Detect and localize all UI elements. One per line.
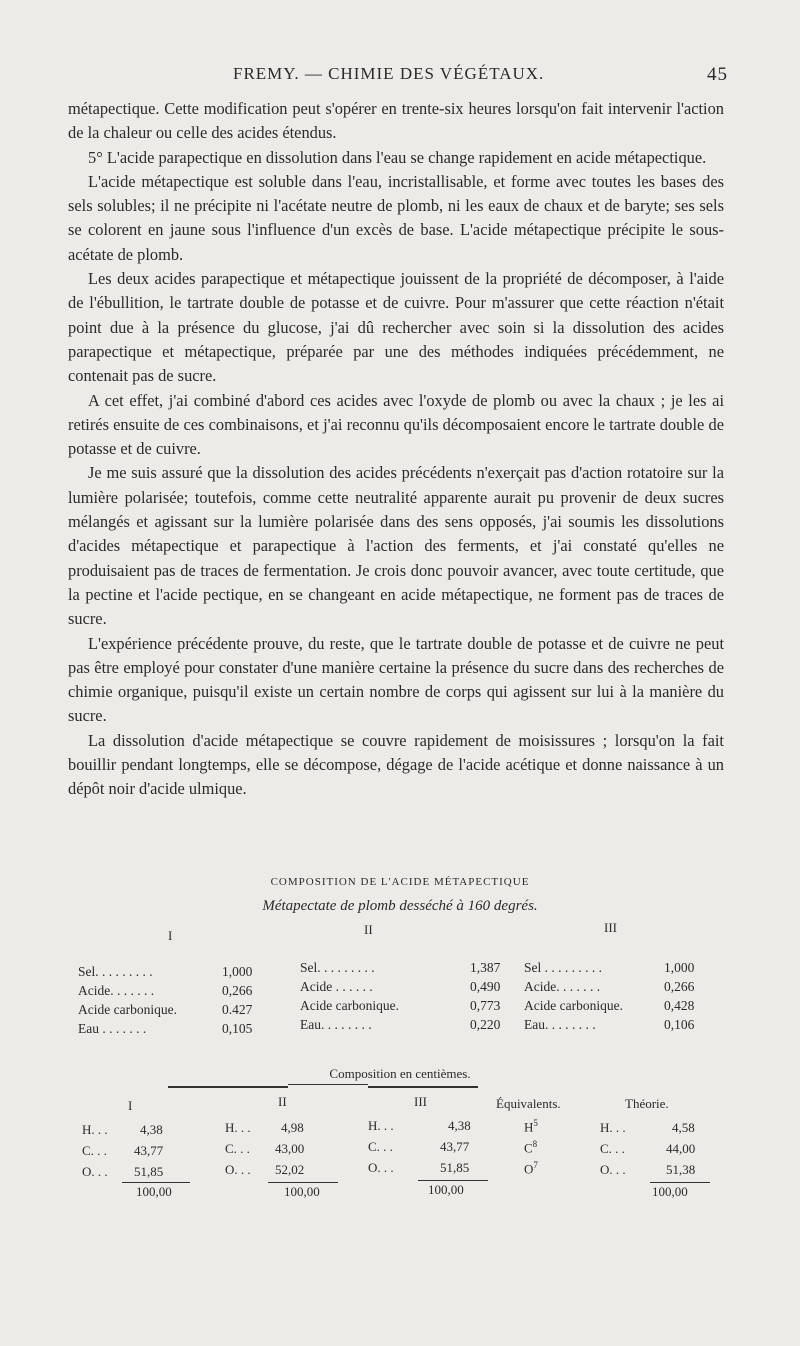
table-row — [78, 983, 278, 1002]
element-symbol: C. . . — [82, 1143, 107, 1158]
table-row — [78, 1021, 278, 1040]
table-row — [300, 960, 515, 979]
equivalents-group — [524, 1118, 564, 1181]
percent-value: 4,38 — [448, 1118, 471, 1133]
subscript-count: 5 — [533, 1118, 538, 1128]
paragraph: Je me suis assuré que la dissolution des acides précédents n'exerçait pas d'action rotatoire sur la lumière polarisée; toutefois, comme cette neutralité apparente aurait pu provenir de deux sucres mélangés et agissant sur la lumière polarisée dans des sens opposés, j'ai soumis les dissolutions d'acides métapectique et parapectique à l'action des ferments, et j'ai constaté qu'elles ne produisaient pas de traces de fermentation. Je crois donc pouvoir avancer, avec toute certitude, que la pectine et l'acide pectique, en se changeant en acide métapectique, ne forment pas de traces de sucre. — [68, 463, 724, 629]
element-symbol: O. . . — [600, 1162, 626, 1177]
element-symbol: H. . . — [368, 1118, 394, 1133]
row-value: 0,773 — [470, 998, 501, 1013]
divider-rule — [168, 1086, 288, 1088]
element-symbol: H. . . — [82, 1122, 108, 1137]
body-text — [68, 97, 724, 802]
row-value: 1,000 — [664, 960, 695, 975]
analysis-table-1 — [78, 964, 278, 1040]
paragraph: La dissolution d'acide métapectique se couvre rapidement de moisissures ; lorsqu'on la fait bouillir pendant longtemps, elle se décompose, dégage de l'acide acétique et donne naissance à un dépôt noir d'acide ulmique. — [68, 730, 724, 799]
subscript-count: 7 — [533, 1160, 538, 1170]
centiemes-title: Composition en centièmes. — [329, 1066, 471, 1081]
percent-value: 44,00 — [666, 1141, 696, 1156]
row-label: Eau. . . . . . . . — [300, 1017, 372, 1032]
composition-title: COMPOSITION DE L'ACIDE MÉTAPECTIQUE — [270, 876, 530, 888]
percent-group-3 — [368, 1118, 488, 1181]
paragraph: 5° L'acide parapectique en dissolution dans l'eau se change rapidement en acide métapectique. — [88, 147, 707, 167]
paragraph: A cet effet, j'ai combiné d'abord ces acides avec l'oxyde de plomb ou avec la chaux ; je les ai retirés ensuite de ces combinaisons, et j'ai reconnu qu'ils décomposaient encore le tartrate double de potasse et de cuivre. — [68, 390, 724, 459]
row-label: Sel . . . . . . . . . — [524, 960, 603, 975]
column-heading: II — [364, 922, 373, 937]
percent-value: 43,77 — [134, 1143, 164, 1158]
running-title: FREMY. — CHIMIE DES VÉGÉTAUX. — [233, 64, 545, 83]
percent-value: 4,98 — [281, 1120, 304, 1135]
element-symbol: C. . . — [225, 1141, 250, 1156]
sum-rule — [650, 1182, 710, 1183]
table-row — [300, 1017, 515, 1036]
row-value: 0,220 — [470, 1017, 501, 1032]
row-value: 0,266 — [664, 979, 695, 994]
row-value: 1,000 — [222, 964, 253, 979]
row-label: Sel. . . . . . . . . — [300, 960, 375, 975]
element-symbol: $O^7$ — [524, 1160, 538, 1177]
row-value: 0,106 — [664, 1017, 695, 1032]
percent-group-2 — [225, 1120, 335, 1183]
total-value: 100,00 — [136, 1184, 172, 1199]
percent-value: 52,02 — [275, 1162, 305, 1177]
percent-value: 51,38 — [666, 1162, 696, 1177]
element-symbol: O. . . — [368, 1160, 394, 1175]
total-value: 100,00 — [652, 1184, 688, 1199]
sum-rule — [122, 1182, 190, 1183]
group-heading: Théorie. — [625, 1096, 669, 1111]
row-value: 1,387 — [470, 960, 501, 975]
element-symbol: H. . . — [225, 1120, 251, 1135]
row-label: Acide carbonique. — [78, 1002, 177, 1017]
sum-rule — [268, 1182, 338, 1183]
paragraph: Les deux acides parapectique et métapectique jouissent de la propriété de décomposer, à l'aide de l'ébullition, le tartrate double de potasse et de cuivre. Pour m'assurer que cette réaction n'était point due à la présence du glucose, j'ai dû rechercher avec soin si la dissolution des acides parapectique et métapectique, préparée par une des méthodes indiquées précédemment, ne contenait pas de sucre. — [68, 269, 724, 386]
row-label: Eau. . . . . . . . — [524, 1017, 596, 1032]
analysis-table-2 — [300, 960, 515, 1036]
percent-value: 4,58 — [672, 1120, 695, 1135]
table-row — [524, 979, 724, 998]
paragraph: métapectique. Cette modification peut s'opérer en trente-six heures lorsqu'on fait intervenir l'action de la chaleur ou celle des acides étendus. — [68, 99, 724, 143]
page-number: 45 — [707, 64, 728, 85]
column-heading: I — [168, 928, 173, 943]
row-label: Sel. . . . . . . . . — [78, 964, 153, 979]
row-value: 0,428 — [664, 998, 695, 1013]
group-heading: III — [414, 1094, 427, 1109]
percent-value: 51,85 — [134, 1164, 164, 1179]
total-value: 100,00 — [284, 1184, 320, 1199]
element-symbol: O. . . — [225, 1162, 251, 1177]
row-label: Acide. . . . . . . — [78, 983, 155, 998]
group-heading: Équivalents. — [496, 1096, 561, 1111]
divider-rule — [368, 1086, 478, 1088]
element-symbol: C. . . — [368, 1139, 393, 1154]
row-label: Acide . . . . . . — [300, 979, 373, 994]
percent-value: 43,00 — [275, 1141, 305, 1156]
group-heading: I — [128, 1098, 133, 1113]
row-label: Acide. . . . . . . — [524, 979, 601, 994]
composition-subtitle: Métapectate de plomb desséché à 160 degrés. — [262, 898, 538, 914]
column-heading: III — [604, 920, 617, 935]
element-symbol: $C^8$ — [524, 1139, 538, 1156]
sum-rule — [418, 1180, 488, 1181]
table-row — [524, 998, 724, 1017]
divider-rule — [288, 1084, 368, 1085]
element-symbol: $H^5$ — [524, 1118, 538, 1135]
element-symbol: H. . . — [600, 1120, 626, 1135]
table-row — [78, 1002, 278, 1021]
percent-group-theory — [600, 1120, 720, 1183]
row-value: 0,490 — [470, 979, 501, 994]
subscript-count: 8 — [532, 1139, 538, 1149]
table-row — [524, 960, 724, 979]
element-symbol: C. . . — [600, 1141, 625, 1156]
group-heading: II — [278, 1094, 287, 1109]
percent-value: 4,38 — [140, 1122, 163, 1137]
table-row — [524, 1017, 724, 1036]
percent-value: 43,77 — [440, 1139, 470, 1154]
row-value: 0,105 — [222, 1021, 253, 1036]
row-value: 0.427 — [222, 1002, 253, 1017]
analysis-table-3 — [524, 960, 724, 1036]
paragraph: L'expérience précédente prouve, du reste, que le tartrate double de potasse et de cuivre ne peut pas être employé pour constater d'une manière certaine la présence du sucre dans des recherches de chimie organique, puisqu'il existe un certain nombre de corps qui agissent sur lui à la manière du sucre. — [68, 633, 724, 726]
table-row — [300, 979, 515, 998]
row-label: Eau . . . . . . . — [78, 1021, 147, 1036]
row-label: Acide carbonique. — [300, 998, 399, 1013]
table-row — [78, 964, 278, 983]
row-value: 0,266 — [222, 983, 253, 998]
percent-value: 51,85 — [440, 1160, 470, 1175]
percent-group-1 — [82, 1122, 192, 1185]
row-label: Acide carbonique. — [524, 998, 623, 1013]
table-row — [300, 998, 515, 1017]
element-symbol: O. . . — [82, 1164, 108, 1179]
total-value: 100,00 — [428, 1182, 464, 1197]
paragraph: L'acide métapectique est soluble dans l'eau, incristallisable, et forme avec toutes les bases des sels solubles; il ne précipite ni l'acétate neutre de plomb, ni les eaux de chaux et de baryte; ses sels se colorent en jaune sous l'influence d'un excès de base. L'acide métapectique précipite le sous-acétate de plomb. — [68, 171, 724, 264]
